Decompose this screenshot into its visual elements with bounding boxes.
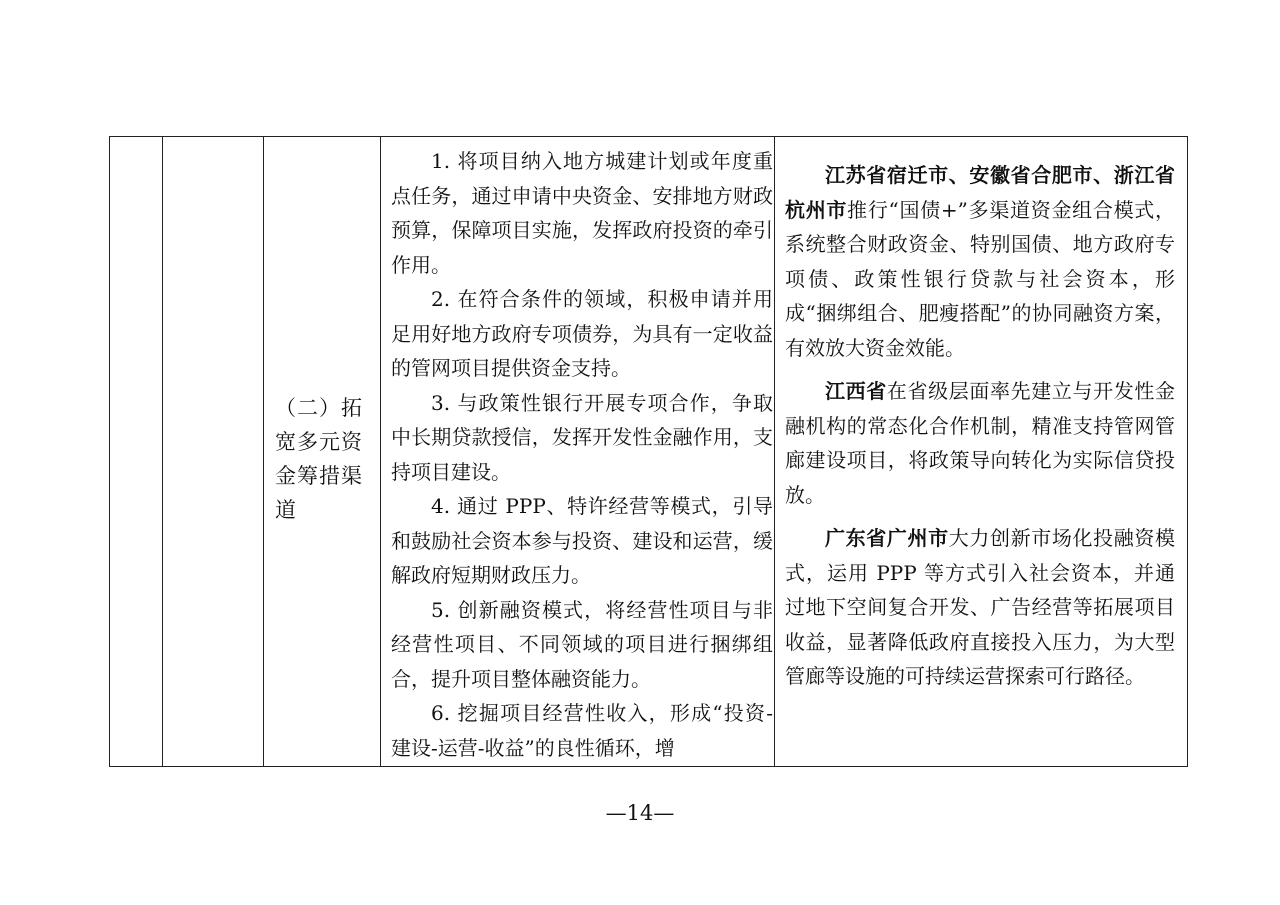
case-paragraph: [785, 158, 1175, 365]
cases-cell: [776, 137, 1188, 766]
topic-cell: [164, 137, 263, 766]
measure-item: 2. 在符合条件的领域，积极申请并用足用好地方政府专项债券，为具有一定收益的管网项目提供资金支持。: [391, 287, 773, 380]
column-divider-3: [380, 137, 381, 766]
case-region: 广东省广州市: [825, 526, 949, 550]
measure-item: 3. 与政策性银行开展专项合作，争取中长期贷款授信，发挥开发性金融作用，支持项目建设。: [391, 390, 773, 484]
case-text: 在省级层面率先建立与开发性金融机构的常态化合作机制，精准支持管网管廊建设项目，将政策导向转化为实际信贷投放。: [785, 379, 1175, 507]
measure-item: 4. 通过 PPP、特许经营等模式，引导和鼓励社会资本参与投资、建设和运营，缓解政府短期财政压力。: [391, 494, 773, 587]
index-cell: [110, 137, 162, 766]
case-text: 大力创新市场化投融资模式，运用 PPP 等方式引入社会资本，并通过地下空间复合开发、广告经营等拓展项目收益，显著降低政府直接投入压力，为大型管廊等设施的可持续运营探索可行路径。: [785, 526, 1175, 688]
measure-item: 1. 将项目纳入地方城建计划或年度重点任务，通过申请中央资金、安排地方财政预算，保障项目实施，发挥政府投资的牵引作用。: [391, 149, 773, 277]
policy-table: [109, 136, 1188, 767]
case-region: 江西省: [825, 379, 887, 403]
category-cell: [265, 137, 379, 766]
case-text: 推行“国债+”多渠道资金组合模式，系统整合财政资金、特别国债、地方政府专项债、政策性银行贷款与社会资本，形成“捆绑组合、肥瘦搭配”的协同融资方案，有效放大资金效能。: [785, 197, 1175, 360]
case-region: 江苏省宿迁市、安徽省合肥市、浙江省杭州市: [785, 163, 1175, 222]
case-paragraph: [785, 374, 1175, 512]
measure-item: 5. 创新融资模式，将经营性项目与非经营性项目、不同领域的项目进行捆绑组合，提升项目整体融资能力。: [391, 597, 773, 691]
category-label: （二）拓宽多元资金筹措渠道: [275, 396, 363, 522]
column-divider-1: [162, 137, 163, 766]
column-divider-2: [263, 137, 264, 766]
case-paragraph: [785, 521, 1175, 694]
measures-cell: [382, 137, 775, 766]
page-number: —14—: [605, 801, 675, 825]
measure-item: 6. 挖掘项目经营性收入，形成“投资-建设-运营-收益”的良性循环，增: [391, 701, 773, 760]
